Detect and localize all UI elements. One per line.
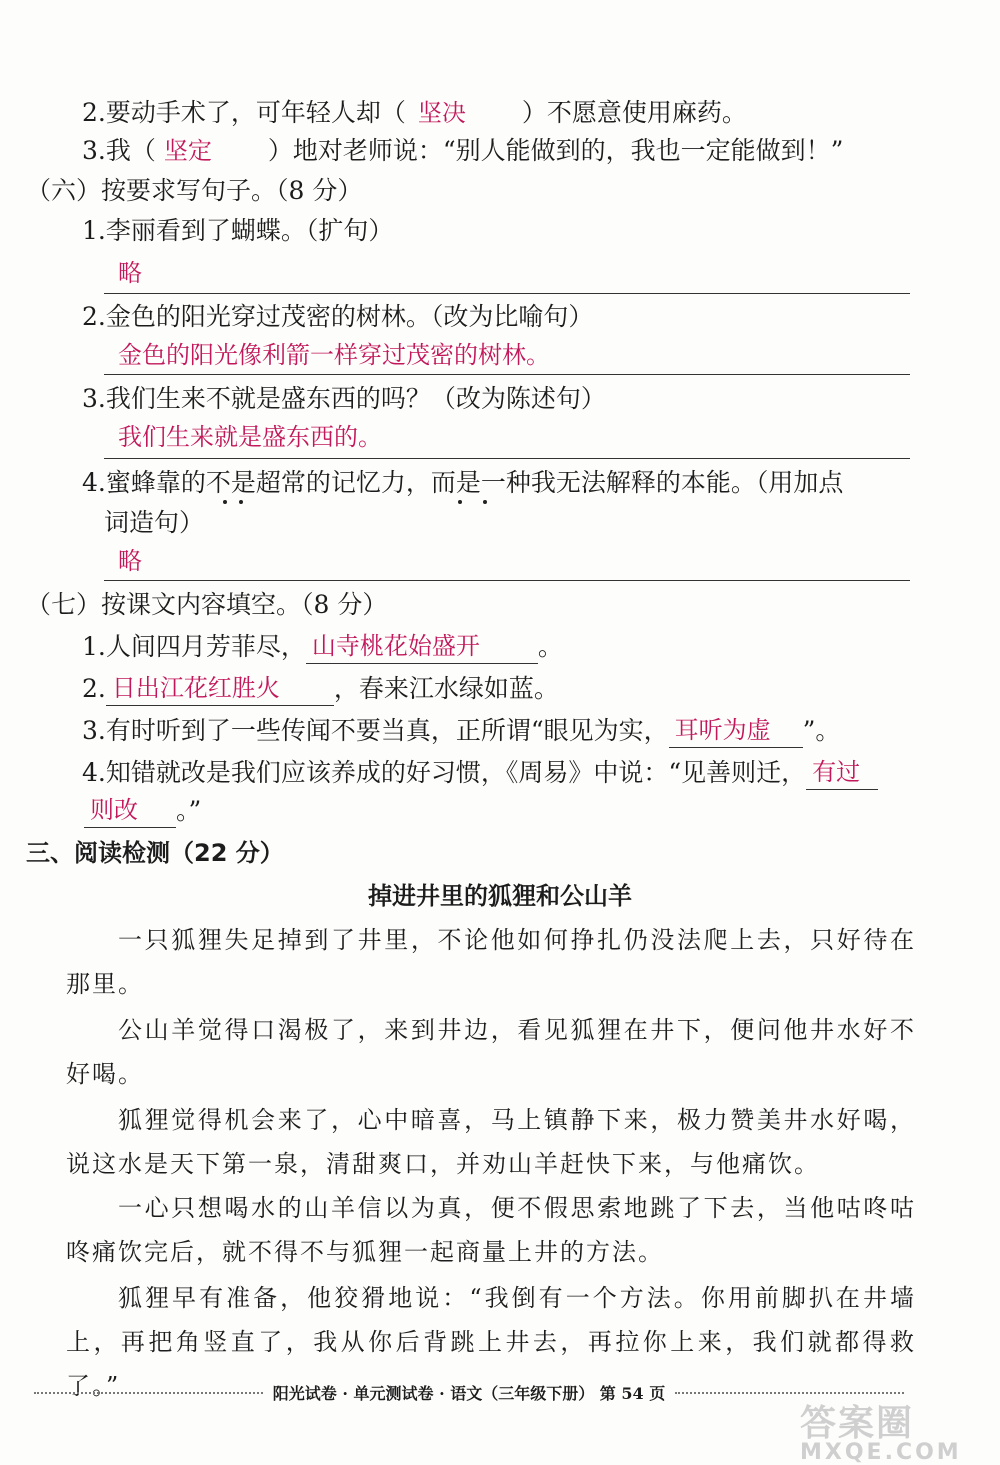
fill-q1 [82,630,563,664]
fill-blank [106,674,334,706]
q-text: 3.有时听到了一些传闻不要当真，正所谓“眼见为实， [82,716,669,745]
emphasis-dot [458,500,462,504]
answer-text: 金色的阳光像利箭一样穿过茂密的树林。 [118,341,550,369]
sec5-q2 [82,96,747,130]
emphasis-dot [223,500,227,504]
answer-text: 则改 [90,796,138,824]
answer-text: 耳听为虚 [674,716,771,744]
emphasis-dot [483,500,487,504]
q-text: 。” [176,796,202,825]
fill-q3 [82,714,840,748]
answer-text: 坚定 [163,137,212,165]
question: 3.我们生来不就是盛东西的吗？（改为陈述句） [82,384,606,413]
q-text: 。 [537,632,563,661]
passage-paragraph: 公山羊觉得口渴极了，来到井边，看见狐狸在井下，便问他井水好不好喝。 [66,1016,916,1088]
passage-paragraph: 狐狸早有准备，他狡猾地说：“我倒有一个方法。你用前脚扒在井墙上，再把角竖直了，我从你后背跳上井去，再拉你上来，我们就都得救了。” [66,1284,916,1400]
answer-line [104,293,910,294]
answer-line [104,374,910,375]
question: 2.金色的阳光穿过茂密的树林。（改为比喻句） [82,302,594,331]
q-text: ）不愿意使用麻药。 [521,98,747,127]
passage-title: 掉进井里的狐狸和公山羊 [368,882,632,910]
answer-text: 山寺桃花始盛开 [311,632,480,660]
q-text: 1.人间四月芳菲尽， [82,632,306,661]
fill-q2 [82,672,559,706]
fill-blank [84,796,176,828]
answer-text: 略 [118,259,142,287]
fill-q4 [82,756,878,790]
watermark-logo [800,1395,962,1465]
q-text: 3.我（ [82,136,156,165]
watermark-text: 答案圈 [800,1403,915,1444]
q-text: 4.知错就改是我们应该养成的好习惯，《周易》中说：“见善则迁， [82,758,807,787]
passage-paragraph: 一心只想喝水的山羊信以为真，便不假思索地跳了下去，当他咕咚咕咚痛饮完后，就不得不与狐狸一起商量上井的方法。 [66,1194,916,1266]
section-heading: （七）按课文内容填空。（8 分） [26,590,388,619]
question: 4.蜜蜂靠的不是超常的记忆力，而是一种我无法解释的本能。（用加点 [82,468,844,497]
page-footer [34,1381,904,1404]
section-heading: （六）按要求写句子。（8 分） [26,176,363,205]
q-text: 2.要动手术了，可年轻人却（ [82,98,406,127]
fill-q4-cont [84,794,201,828]
passage-paragraph: 一只狐狸失足掉到了井里，不论他如何挣扎仍没法爬上去，只好待在那里。 [66,926,916,998]
footer-text: 阳光试卷 · 单元测试卷 · 语文（三年级下册） 第 54 页 [272,1384,666,1403]
q-text: ，春来江水绿如蓝。 [333,674,559,703]
footer-dotted-line [675,1392,904,1394]
question: 1.李丽看到了蝴蝶。（扩句） [82,216,394,245]
answer-text: 我们生来就是盛东西的。 [118,423,382,451]
section-heading: 三、阅读检测（22 分） [26,839,284,867]
fill-blank [306,632,538,664]
answer-line [104,580,910,581]
answer-text: 坚决 [417,99,466,127]
emphasis-dot [239,500,243,504]
answer-line [104,458,910,459]
q-text: ）地对老师说：“别人能做到的，我也一定能做到！” [267,136,844,165]
passage-paragraph: 狐狸觉得机会来了，心中暗喜，马上镇静下来，极力赞美井水好喝，说这水是天下第一泉，清甜爽口，并劝山羊赶快下来，与他痛饮。 [66,1106,916,1178]
q-text: 2. [82,674,106,703]
watermark-url: MXQE.COM [800,1440,962,1465]
answer-text: 略 [118,547,142,575]
fill-blank [669,716,803,748]
answer-text: 有过 [812,758,861,786]
footer-dotted-line [34,1392,263,1394]
fill-blank [806,758,878,790]
sec5-q3 [82,134,843,168]
question-cont: 词造句） [104,508,205,537]
answer-text: 日出江花红胜火 [111,674,280,702]
q-text: ”。 [802,716,841,745]
